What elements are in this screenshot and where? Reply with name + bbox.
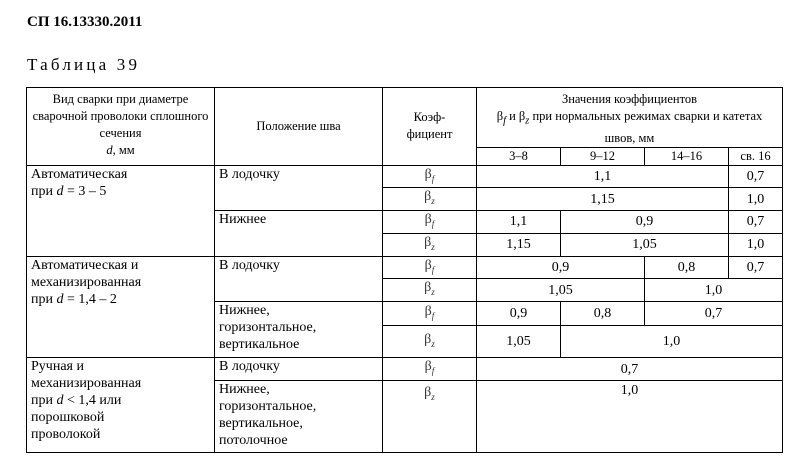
header-values: Значения коэффициентов $\beta_f$ и $\beta_z$ при нормальных режимах сварки и катетах швов, мм xyxy=(477,88,783,148)
value-cell: 0,9 xyxy=(561,211,729,234)
value-cell: 1,15 xyxy=(477,188,729,211)
coef-beta-f: $\beta_f$ xyxy=(383,256,477,279)
table-header-row xyxy=(27,88,783,148)
weld-type-manual: Ручная и механизированная при d < 1,4 или порошковой проволокой xyxy=(27,358,215,453)
header-seam-position: Положение шва xyxy=(215,88,383,166)
subheader-14-16: 14–16 xyxy=(645,147,729,165)
coef-beta-z: $\beta_z$ xyxy=(383,233,477,256)
value-cell: 0,7 xyxy=(729,256,783,279)
value-cell: 0,8 xyxy=(561,302,645,326)
value-cell: 0,7 xyxy=(477,358,783,381)
value-cell: 0,8 xyxy=(645,256,729,279)
coef-beta-z: $\beta_z$ xyxy=(383,381,477,453)
coef-beta-f: $\beta_f$ xyxy=(383,358,477,381)
value-cell: 1,15 xyxy=(477,233,561,256)
value-cell: 1,0 xyxy=(729,188,783,211)
value-cell: 0,7 xyxy=(729,211,783,234)
position-lodochku: В лодочку xyxy=(215,165,383,211)
position-lodochku: В лодочку xyxy=(215,256,383,302)
value-cell: 1,0 xyxy=(645,279,783,302)
table-row xyxy=(27,358,783,381)
weld-type-auto-mechanized: Автоматическая и механизированная при d = 1,4 – 2 xyxy=(27,256,215,358)
value-cell: 0,9 xyxy=(477,302,561,326)
subheader-9-12: 9–12 xyxy=(561,147,645,165)
value-cell: 1,1 xyxy=(477,165,729,188)
value-cell: 0,7 xyxy=(729,165,783,188)
coef-beta-z: $\beta_z$ xyxy=(383,279,477,302)
table-caption: Таблица 39 xyxy=(27,55,141,74)
table-row xyxy=(27,256,783,279)
coef-beta-f: $\beta_f$ xyxy=(383,211,477,234)
table-row xyxy=(27,165,783,188)
coef-beta-f: $\beta_f$ xyxy=(383,302,477,326)
position-lodochku: В лодочку xyxy=(215,358,383,381)
coef-beta-f: $\beta_f$ xyxy=(383,165,477,188)
document-code: СП 16.13330.2011 xyxy=(27,14,143,30)
value-cell: 1,05 xyxy=(477,326,561,358)
coefficients-table xyxy=(26,87,783,453)
subheader-over-16: св. 16 xyxy=(729,147,783,165)
position-ngv: Нижнее, горизонтальное, вертикальное xyxy=(215,302,383,358)
header-coefficient: Коэф- фициент xyxy=(383,88,477,166)
value-cell: 1,05 xyxy=(561,233,729,256)
value-cell: 1,0 xyxy=(729,233,783,256)
subheader-3-8: 3–8 xyxy=(477,147,561,165)
value-cell: 0,9 xyxy=(477,256,645,279)
value-cell: 1,05 xyxy=(477,279,645,302)
position-nizhnee: Нижнее xyxy=(215,211,383,257)
coef-beta-z: $\beta_z$ xyxy=(383,188,477,211)
weld-type-automatic: Автоматическая при d = 3 – 5 xyxy=(27,165,215,256)
position-ngvp: Нижнее, горизонтальное, вертикальное, потолочное xyxy=(215,381,383,453)
value-cell: 1,0 xyxy=(477,381,783,453)
value-cell: 1,1 xyxy=(477,211,561,234)
coef-beta-z: $\beta_z$ xyxy=(383,326,477,358)
value-cell: 0,7 xyxy=(645,302,783,326)
header-weld-type: Вид сварки при диаметре сварочной проволоки сплошного сечения d, мм xyxy=(27,88,215,166)
value-cell: 1,0 xyxy=(561,326,783,358)
